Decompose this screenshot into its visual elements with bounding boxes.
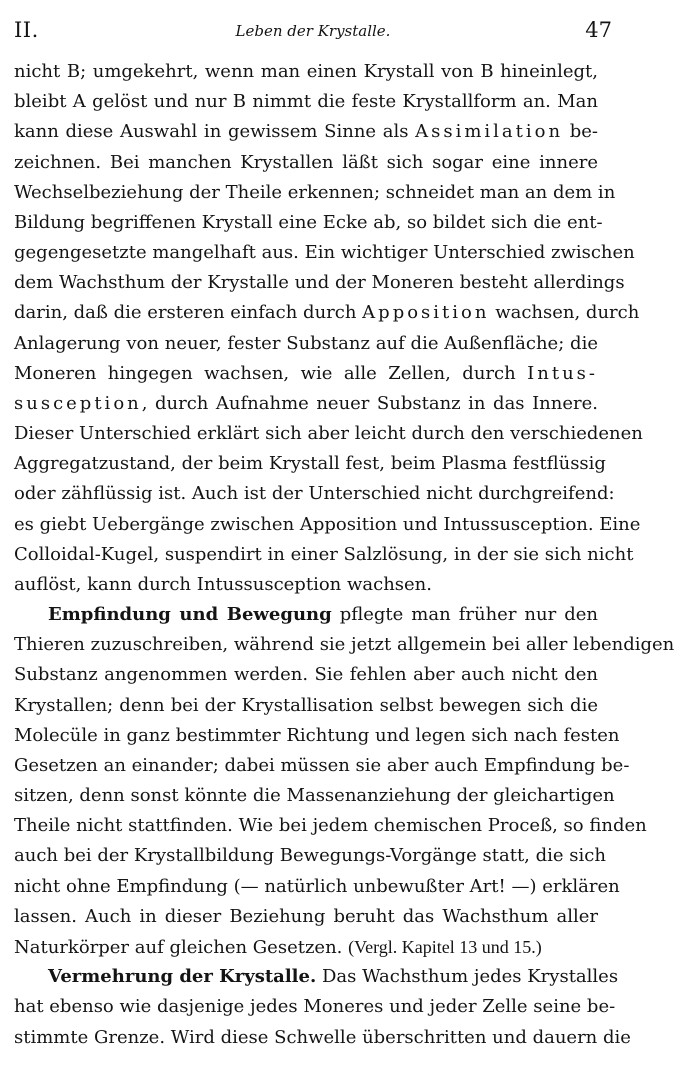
text-line bbox=[14, 660, 598, 690]
text-run: Thieren zuzuschreiben, während sie jetzt allgemein bei aller lebendigen bbox=[14, 634, 674, 656]
running-title: Leben der Krystalle. bbox=[235, 22, 391, 40]
text-line bbox=[14, 389, 598, 419]
chapter-number: II. bbox=[14, 18, 39, 42]
text-run: Anlagerung von neuer, fester Substanz auf die Außenfläche; die bbox=[14, 332, 598, 354]
text-run: nicht ohne Empfindung (— natürlich unbewußter Art! —) erklären bbox=[14, 875, 620, 897]
text-run: darin, daß die ersteren einfach durch bbox=[14, 302, 363, 324]
text-line bbox=[14, 117, 598, 147]
text-run: sitzen, denn sonst könnte die Massenanziehung der gleichartigen bbox=[14, 785, 615, 807]
text-line bbox=[14, 932, 598, 962]
text-run: Vermehrung der Krystalle. bbox=[48, 966, 317, 988]
page-number: 47 bbox=[585, 18, 612, 42]
text-run: Gesetzen an einander; dabei müssen sie aber auch Empfindung be- bbox=[14, 754, 630, 776]
text-line bbox=[14, 540, 634, 570]
text-run: es giebt Uebergänge zwischen Apposition und Intussusception. Eine bbox=[14, 513, 641, 535]
paragraph bbox=[14, 600, 674, 962]
text-run: oder zähflüssig ist. Auch ist der Unterschied nicht durchgreifend: bbox=[14, 483, 615, 505]
text-run: kann diese Auswahl in gewissem Sinne als bbox=[14, 121, 416, 143]
text-run: Dieser Unterschied erklärt sich aber leicht durch den verschiedenen bbox=[14, 423, 643, 445]
text-run: gegengesetzte mangelhaft aus. Ein wichtiger Unterschied zwischen bbox=[14, 242, 635, 264]
text-run: Empfindung und Bewegung bbox=[48, 604, 332, 626]
text-line bbox=[14, 691, 598, 721]
text-line bbox=[14, 419, 643, 449]
text-run: auflöst, kann durch Intussusception wachsen. bbox=[14, 573, 432, 595]
text-line bbox=[14, 510, 641, 540]
text-line bbox=[14, 872, 620, 902]
text-run: bleibt A gelöst und nur B nimmt die feste Krystallform an. Man bbox=[14, 91, 598, 113]
text-run: Moneren hingegen wachsen, wie alle Zellen, durch bbox=[14, 362, 528, 384]
text-run: Krystallen; denn bei der Krystallisation selbst bewegen sich die bbox=[14, 694, 598, 716]
text-run: be- bbox=[563, 121, 598, 143]
text-line bbox=[14, 449, 606, 479]
text-run: Molecüle in ganz bestimmter Richtung und legen sich nach festen bbox=[14, 724, 620, 746]
text-line bbox=[14, 600, 598, 630]
text-run: Assimilation bbox=[415, 121, 564, 143]
text-run: Intus- bbox=[527, 362, 598, 384]
text-run: Wechselbeziehung der Theile erkennen; schneidet man an dem in bbox=[14, 181, 616, 203]
text-run: nicht B; umgekehrt, wenn man einen Krystall von B hineinlegt, bbox=[14, 61, 598, 82]
paragraph bbox=[14, 57, 643, 600]
text-run: Colloidal-Kugel, suspendirt in einer Salzlösung, in der sie sich nicht bbox=[14, 543, 634, 565]
text-run: Aggregatzustand, der beim Krystall fest, beim Plasma festflüssig bbox=[14, 453, 606, 475]
body-text bbox=[14, 57, 674, 1053]
text-run: dem Wachsthum der Krystalle und der Moneren besteht allerdings bbox=[14, 272, 625, 294]
text-run: Substanz angenommen werden. Sie fehlen aber auch nicht den bbox=[14, 664, 598, 686]
text-line bbox=[14, 178, 616, 208]
text-line bbox=[14, 751, 630, 781]
text-line bbox=[14, 359, 598, 389]
text-run: hat ebenso wie dasjenige jedes Moneres und jeder Zelle seine be- bbox=[14, 996, 616, 1018]
text-line bbox=[14, 992, 616, 1022]
text-line bbox=[14, 962, 619, 992]
text-line bbox=[14, 208, 603, 238]
text-run: Apposition bbox=[362, 302, 490, 324]
text-line bbox=[14, 811, 647, 841]
text-run: Naturkörper auf gleichen Gesetzen. bbox=[14, 936, 349, 958]
text-run: wachsen, durch bbox=[489, 302, 640, 324]
text-line bbox=[14, 238, 635, 268]
text-run: zeichnen. Bei manchen Krystallen läßt sich sogar eine innere bbox=[14, 151, 598, 173]
text-line bbox=[14, 630, 674, 660]
text-run: Das Wachsthum jedes Krystalles bbox=[316, 966, 619, 988]
text-run: lassen. Auch in dieser Beziehung beruht das Wachsthum aller bbox=[14, 905, 598, 927]
text-line bbox=[14, 570, 598, 600]
text-run: auch bei der Krystallbildung Bewegungs-Vorgänge statt, die sich bbox=[14, 845, 606, 867]
text-line bbox=[14, 721, 620, 751]
text-line bbox=[14, 329, 598, 359]
text-line bbox=[14, 148, 598, 178]
text-line bbox=[14, 479, 615, 509]
text-run: , durch Aufnahme neuer Substanz in das Innere. bbox=[141, 392, 598, 414]
text-line bbox=[14, 57, 598, 87]
page-header bbox=[14, 16, 612, 46]
text-run: pflegte man früher nur den bbox=[331, 604, 598, 626]
text-run: Theile nicht stattfinden. Wie bei jedem chemischen Proceß, so finden bbox=[14, 815, 647, 837]
text-line bbox=[14, 1023, 631, 1053]
text-run: susception bbox=[14, 392, 142, 414]
text-line bbox=[14, 902, 598, 932]
text-run: Bildung begriffenen Krystall eine Ecke ab, so bildet sich die ent- bbox=[14, 211, 603, 233]
text-line bbox=[14, 268, 625, 298]
paragraph bbox=[14, 962, 631, 1053]
text-line bbox=[14, 298, 640, 328]
text-run: stimmte Grenze. Wird diese Schwelle überschritten und dauern die bbox=[14, 1026, 631, 1048]
text-line bbox=[14, 87, 598, 117]
text-line bbox=[14, 841, 606, 871]
text-run: (Vergl. Kapitel 13 und 15.) bbox=[348, 936, 542, 957]
text-line bbox=[14, 781, 615, 811]
